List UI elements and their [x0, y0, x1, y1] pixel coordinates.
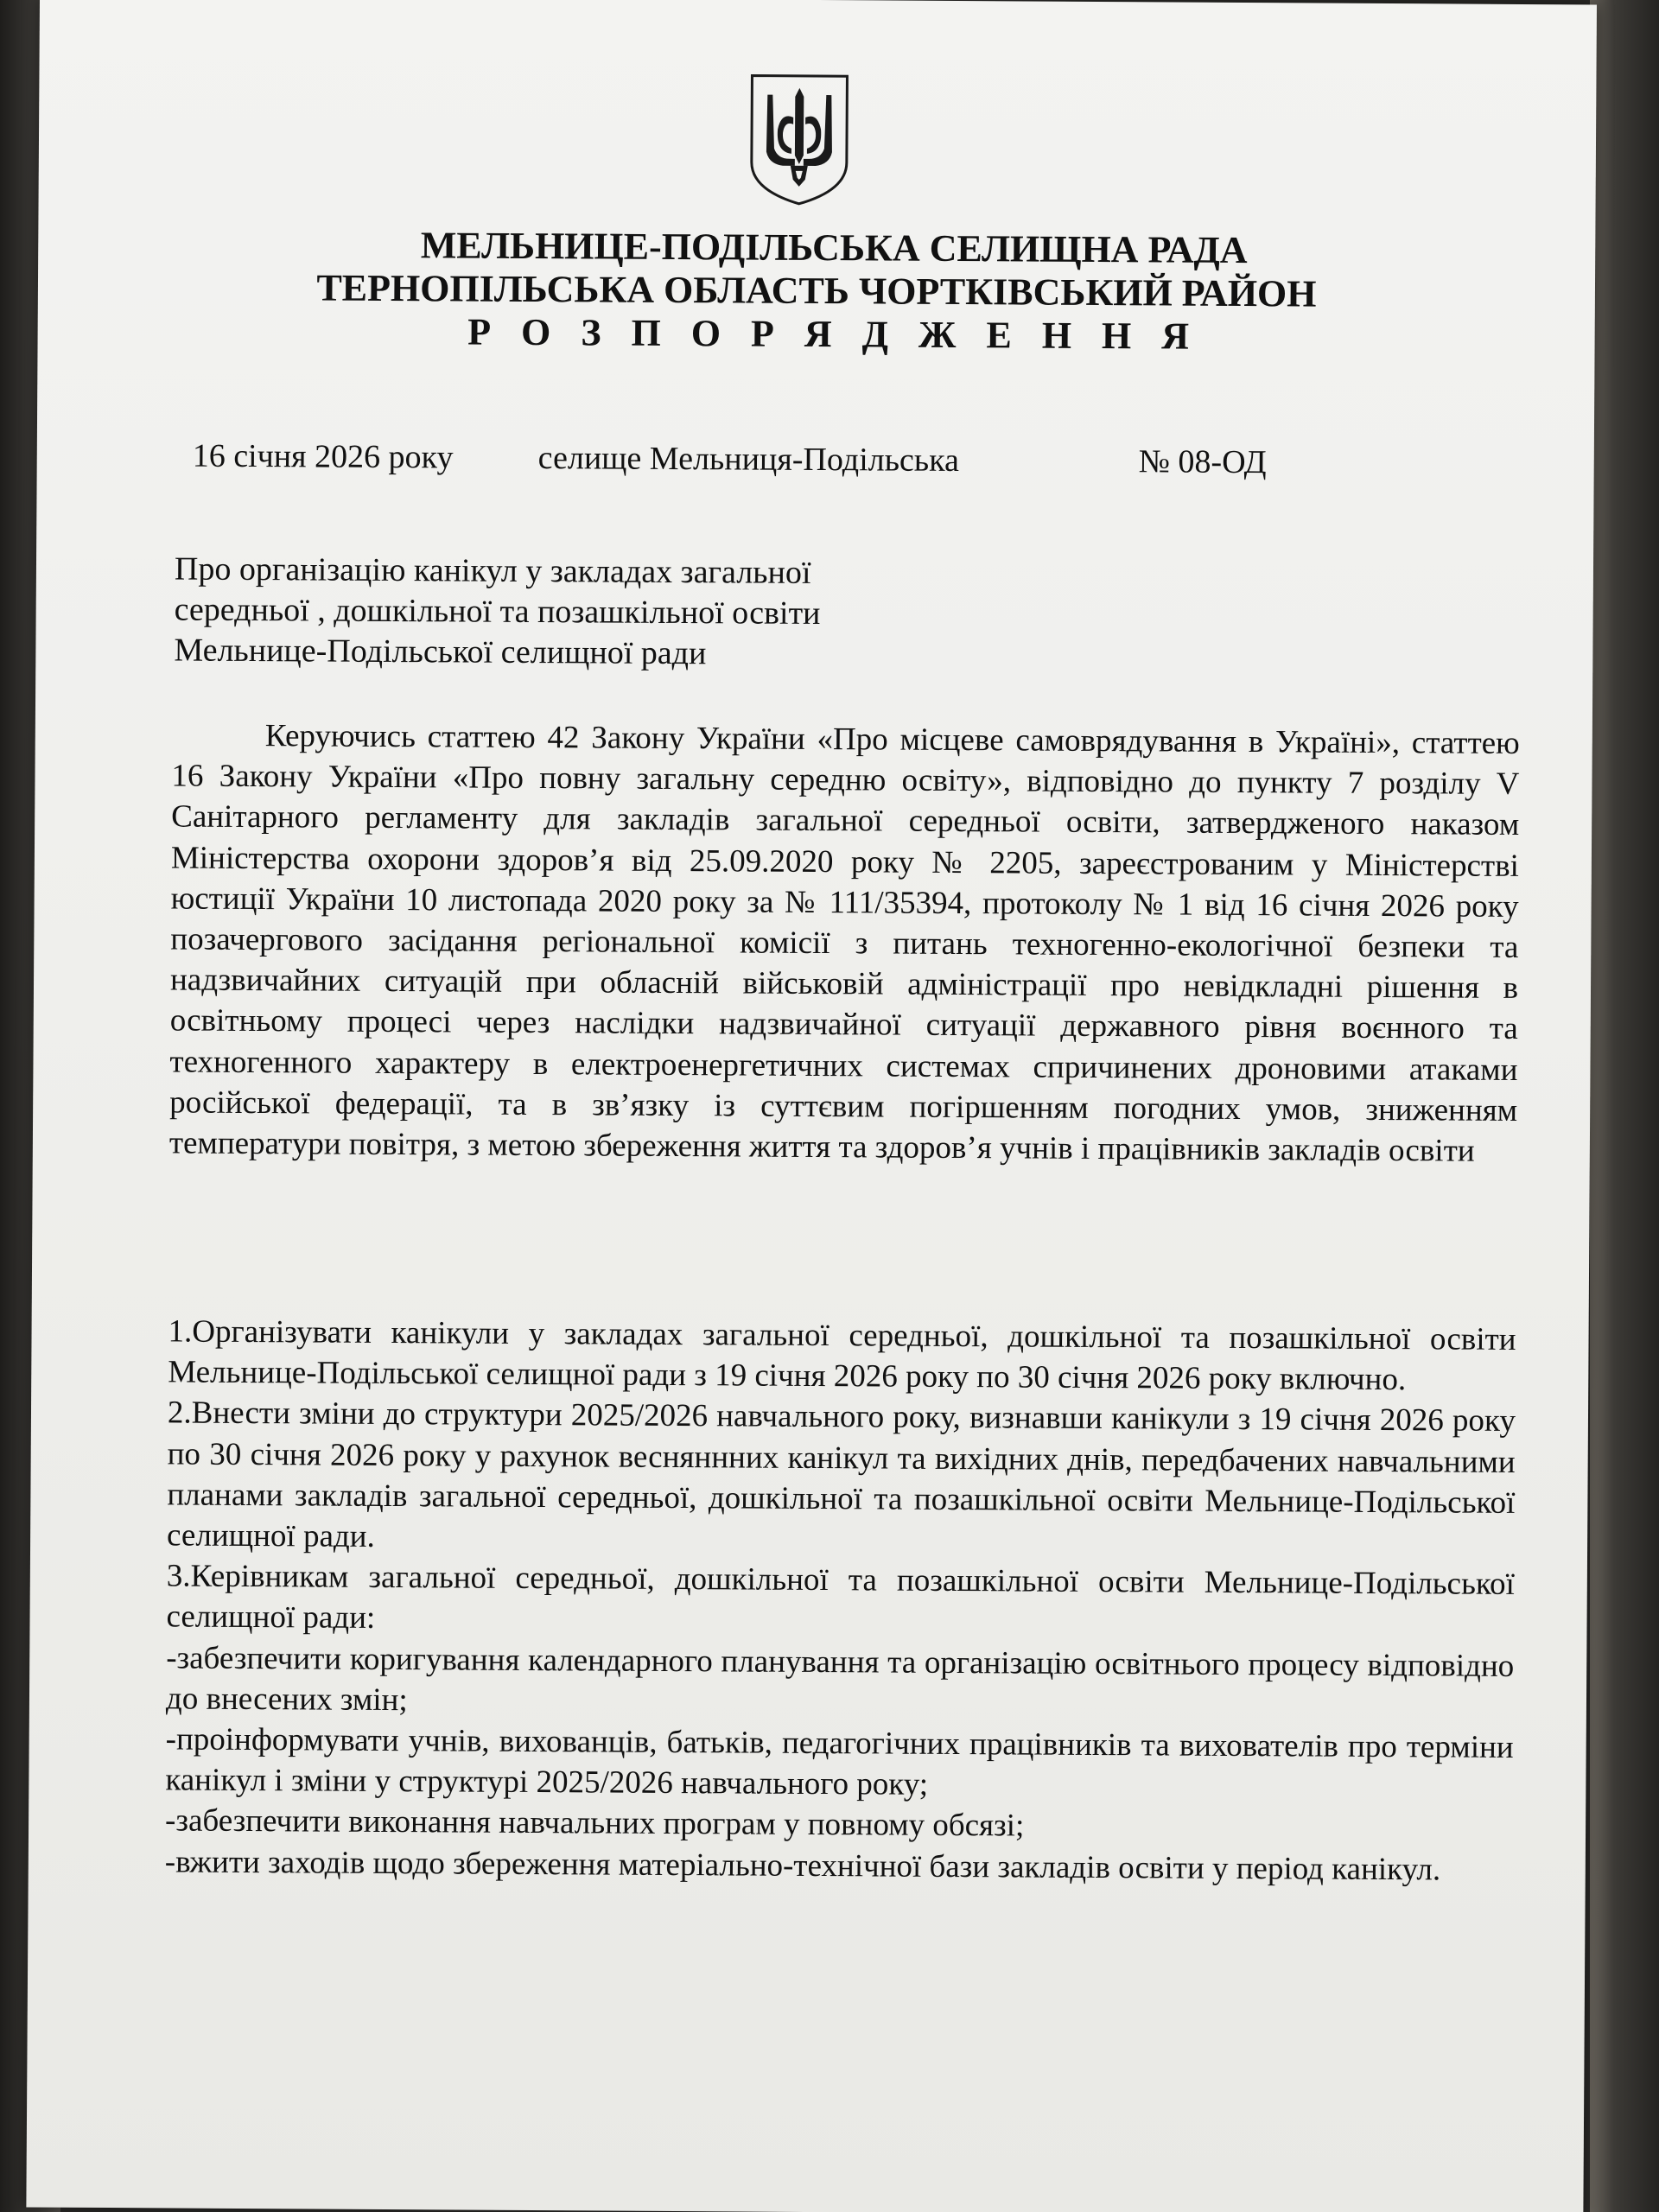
point-item: -вжити заходів щодо збереження матеріально-технічної бази закладів освіти у період канікул.: [164, 1844, 1441, 1888]
document-date: 16 січня 2026 року: [192, 437, 454, 476]
subject-line: Про організацію канікул у закладах загальної: [174, 550, 811, 591]
point-item: -проінформувати учнів, вихованців, батьків, педагогічних працівників та вихователів про терміни канікул і зміни у структурі 2025/2026 навчального року;: [165, 1721, 1514, 1803]
region-name: ТЕРНОПІЛЬСЬКА ОБЛАСТЬ ЧОРТКІВСЬКИЙ РАЙОН: [316, 266, 1317, 315]
ukraine-trident-icon: [743, 68, 856, 207]
point-item: 2.Внести зміни до структури 2025/2026 навчального року, визнавши канікули з 19 січня 2026 року по 30 січня 2026 року у рахунок весняннних канікул та вихідних днів, передбачених навчальними планами закладів загальної середньої, дошкільної та позашкільної освіти Мельнице-Подільської селищної ради.: [167, 1395, 1516, 1554]
desk-background-right: [1590, 0, 1659, 2212]
document-subject: [174, 549, 821, 675]
document-content: [26, 0, 1597, 2212]
point-item: -забезпечити коригування календарного планування та організацію освітнього процесу відповідно до внесених змін;: [165, 1640, 1515, 1718]
subject-line: середньої , дошкільної та позашкільної освіти: [174, 591, 821, 632]
council-name: МЕЛЬНИЦЕ-ПОДІЛЬСЬКА СЕЛИЩНА РАДА: [420, 224, 1248, 272]
resolution-points: [165, 1311, 1516, 1890]
point-item: 3.Керівникам загальної середньої, дошкільної та позашкільної освіти Мельнице-Подільської селищної ради:: [166, 1558, 1515, 1637]
point-item: 1.Організувати канікули у закладах загальної середньої, дошкільної та позашкільної освіти Мельнице-Подільської селищної ради з 19 січня 2026 року по 30 січня 2026 року включно.: [168, 1313, 1516, 1398]
preamble-text: Керуючись статтею 42 Закону України «Про місцеве самоврядування в Україні», статтею 16 Закону України «Про повну загальну середню освіту», відповідно до пункту 7 розділу V Санітарного регламенту для закладів загальної середньої освіти, затвердженого наказом Міністерства охорони здоров’я від 25.09.2020 року № 2205, зареєстрованим у Міністерстві юстиції України 10 листопада 2020 року за № 111/35394, протоколу № 1 від 16 січня 2026 року позачергового засідання регіональної комісії з питань техногенно-екологічної безпеки та надзвичайних ситуацій при обласній військовій адміністрації про невідкладні рішення в освітньому процесі через наслідки надзвичайної ситуації державного рівня воєнного та техногенного характеру в електроенергетичних системах спричинених дроновими атаками російської федерації, та в зв’язку із суттєвим погіршенням погодних умов, зниженням температури повітря, з метою збереження життя та здоров’я учнів і працівників закладів освіти: [168, 718, 1520, 1169]
document-type: Р О З П О Р Я Д Ж Е Н Н Я: [467, 310, 1200, 358]
document-header: [38, 221, 1596, 360]
document-page: [26, 0, 1597, 2212]
point-item: -забезпечити виконання навчальних програм у повному обсязі;: [164, 1802, 1025, 1844]
preamble-paragraph: [169, 715, 1520, 1172]
document-number: № 08-ОД: [1138, 443, 1267, 481]
subject-line: Мельнице-Подільської селищної ради: [174, 632, 707, 672]
document-place: селище Мельниця-Подільська: [537, 440, 960, 480]
